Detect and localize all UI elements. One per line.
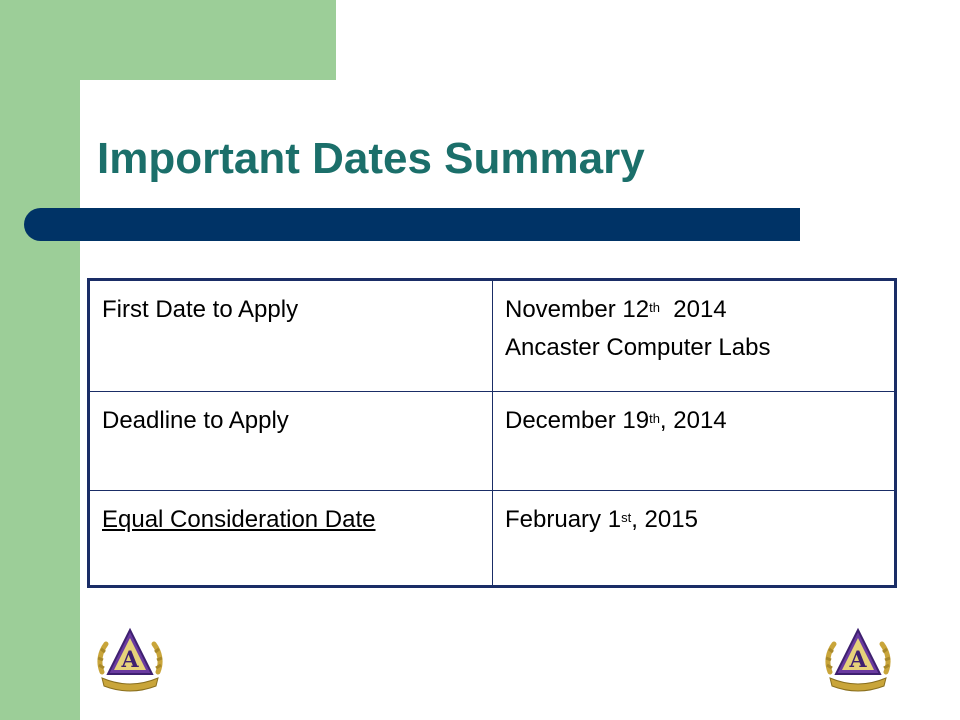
date-suffix: st bbox=[621, 509, 632, 525]
school-crest-icon bbox=[94, 624, 166, 696]
slide-title: Important Dates Summary bbox=[97, 134, 645, 183]
crest-graphic bbox=[822, 624, 894, 696]
date-suffix: th bbox=[649, 300, 660, 315]
row-location: Ancaster Computer Labs bbox=[505, 334, 771, 361]
crest-graphic bbox=[94, 624, 166, 696]
row-date bbox=[505, 293, 884, 327]
table-row bbox=[89, 490, 896, 586]
date-main: February 1 bbox=[505, 505, 622, 533]
table-row bbox=[89, 280, 896, 392]
date-tail: 2014 bbox=[659, 296, 727, 323]
date-tail: , 2014 bbox=[659, 407, 727, 435]
school-crest-icon bbox=[822, 624, 894, 696]
date-main: December 19 bbox=[505, 407, 650, 435]
table-cell-value bbox=[493, 490, 896, 586]
date-suffix: th bbox=[649, 411, 660, 427]
table-cell-value bbox=[493, 280, 896, 392]
table-cell-value bbox=[493, 392, 896, 490]
date-tail: , 2015 bbox=[631, 505, 698, 533]
svg-text:A: A bbox=[849, 647, 867, 673]
title-underline-bar bbox=[24, 208, 800, 241]
row-date bbox=[505, 404, 884, 438]
table-cell-label bbox=[89, 490, 493, 586]
equal-consideration-link[interactable]: Equal Consideration Date bbox=[102, 505, 376, 533]
table-cell-label bbox=[89, 280, 493, 392]
dates-table bbox=[87, 278, 897, 588]
top-green-block bbox=[0, 0, 336, 80]
row-label: Deadline to Apply bbox=[102, 407, 289, 435]
row-label: First Date to Apply bbox=[102, 296, 299, 323]
svg-text:A: A bbox=[121, 647, 139, 673]
table-row bbox=[89, 392, 896, 490]
table-cell-label bbox=[89, 392, 493, 490]
row-date bbox=[505, 503, 884, 537]
date-main: November 12 bbox=[505, 296, 650, 323]
left-green-band bbox=[0, 0, 80, 720]
